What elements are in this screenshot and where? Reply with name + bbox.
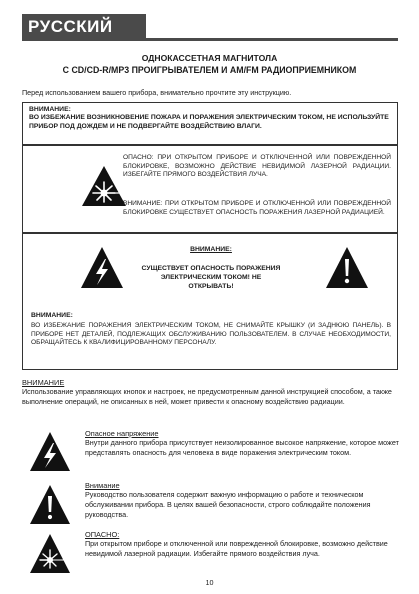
document-title-line1: ОДНОКАССЕТНАЯ МАГНИТОЛА — [141, 53, 278, 63]
exclamation-warning-icon — [28, 483, 72, 527]
shock-danger-line3: ОТКРЫВАТЬ! — [188, 283, 234, 290]
voltage-text: Внутри данного прибора присутствует неизолированное высокое напряжение, которое может представлять опасность для человека в виде поражения электрическим током. — [85, 438, 399, 457]
laser-danger-lower-text: При открытом приборе и отключенной или поврежденной блокировке, возможно действие невидимой лазерной радиации. Избегайте прямого воздействия луча. — [85, 539, 388, 558]
fire-warning-box — [22, 102, 398, 145]
shock-attention-label: ВНИМАНИЕ: — [190, 246, 232, 253]
laser-danger-text: ОПАСНО: ПРИ ОТКРЫТОМ ПРИБОРЕ И ОТКЛЮЧЕННОЙ ИЛИ ПОВРЕЖДЕННОЙ БЛОКИРОВКЕ, ВОЗМОЖНО ДЕЙСТВИЕ НЕВИДИМОЙ ЛАЗЕРНОЙ РАДИАЦИИ. ИЗБЕГАЙТЕ ПРЯМОГО ВОЗДЕЙСТВИЯ ЛУЧА. — [123, 154, 391, 179]
attention-section-text: Использование управляющих кнопок и настроек, не предусмотренным данной инструкцией способом, а также выполнение операций, не описанных в ней, может привести к опасному воздействию радиации. — [22, 387, 392, 406]
shock-warning-text: ВО ИЗБЕЖАНИЕ ПОРАЖЕНИЯ ЭЛЕКТРИЧЕСКИМ ТОКОМ, НЕ СНИМАЙТЕ КРЫШКУ (И ЗАДНЮЮ ПАНЕЛЬ). В ПРИБОРЕ НЕТ ДЕТАЛЕЙ, ПОДЛЕЖАЩИХ ОБСЛУЖИВАНИЮ ПОЛЬЗОВАТЕЛЕМ. В СЛУЧАЕ НЕОБХОДИМОСТИ, ОБРАЩАЙТЕСЬ К КВАЛИФИЦИРОВАННОМУ ПЕРСОНАЛУ. — [31, 322, 391, 347]
laser-warning-box — [22, 145, 398, 233]
manual-attention-text: Руководство пользователя содержит важную информацию о работе и техническом обслуживании прибора. В целях вашей безопасности, строго соблюдайте положения руководства. — [85, 490, 371, 519]
shock-danger-text — [135, 264, 287, 291]
laser-warning-icon — [28, 532, 72, 576]
header-rule — [22, 38, 398, 41]
fire-warning-text: ВО ИЗБЕЖАНИЕ ВОЗНИКНОВЕНИЕ ПОЖАРА И ПОРАЖЕНИЯ ЭЛЕКТРИЧЕСКИМ ТОКОМ, НЕ ИСПОЛЬЗУЙТЕ ПРИБОР ПОД ДОЖДЕМ И НЕ ПОДВЕРГАЙТЕ ВОЗДЕЙСТВИЮ ВЛАГИ. — [29, 114, 389, 131]
shock-warning-box — [22, 233, 398, 370]
language-label: РУССКИЙ — [28, 17, 113, 36]
lightning-warning-icon — [28, 430, 72, 474]
voltage-heading: Опасное напряжение — [85, 429, 159, 438]
page-number: 10 — [205, 578, 214, 587]
language-tab — [22, 14, 146, 40]
attention-section-heading: ВНИМАНИЕ — [22, 378, 65, 387]
document-title-line2: С CD/CD-R/MP3 ПРОИГРЫВАТЕЛЕМ И AM/FM РАДИОПРИЕМНИКОМ — [62, 65, 357, 75]
exclamation-warning-icon — [323, 244, 371, 292]
fire-warning-heading: ВНИМАНИЕ: — [29, 106, 71, 113]
laser-danger-heading: ОПАСНО: — [85, 530, 120, 539]
shock-danger-line1: СУЩЕСТВУЕТ ОПАСНОСТЬ ПОРАЖЕНИЯ — [141, 265, 281, 272]
intro-text: Перед использованием вашего прибора, внимательно прочтите эту инструкцию. — [22, 88, 292, 97]
manual-attention-heading: Внимание — [85, 481, 120, 490]
shock-warning-heading: ВНИМАНИЕ: — [31, 312, 73, 319]
laser-caution-text: ВНИМАНИЕ: ПРИ ОТКРЫТОМ ПРИБОРЕ И ОТКЛЮЧЕННОЙ ИЛИ ПОВРЕЖДЕННОЙ БЛОКИРОВКЕ СУЩЕСТВУЕТ ОПАСНОСТЬ ПОРАЖЕНИЯ ЛАЗЕРНОЙ РАДИАЦИЕЙ. — [123, 200, 391, 216]
laser-warning-icon — [79, 162, 129, 212]
shock-danger-line2: ЭЛЕКТРИЧЕСКИМ ТОКОМ! НЕ — [160, 274, 262, 281]
